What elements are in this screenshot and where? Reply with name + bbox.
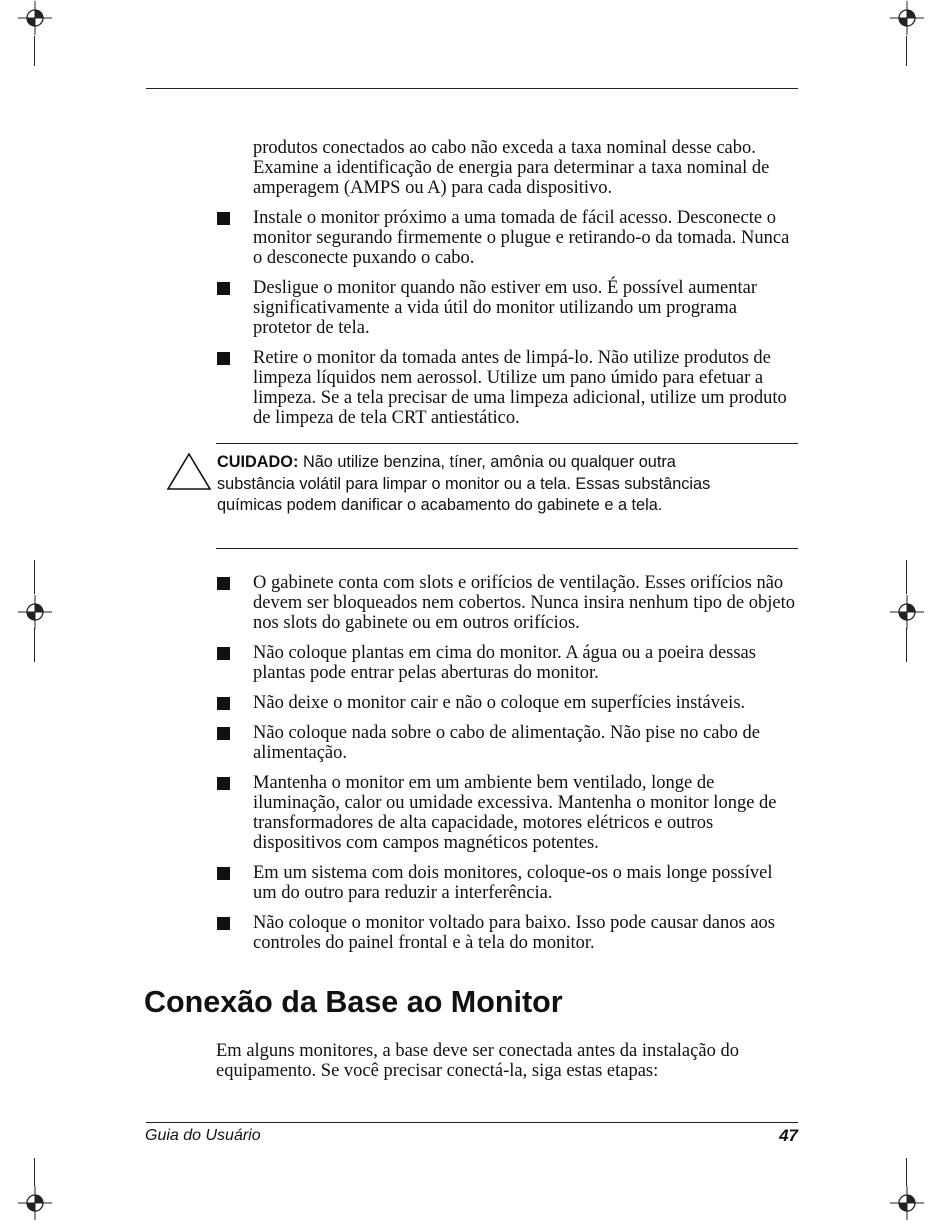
crop-mark bbox=[34, 560, 35, 594]
square-bullet-icon bbox=[217, 697, 230, 710]
list-item-text: Retire o monitor da tomada antes de limpá-lo. Não utilize produtos de limpeza líquidos nem aerossol. Utilize um pano úmido para efetuar a limpeza. Se a tela precisar de uma limpeza adicional, utilize um produto de limpeza de tela CRT antiestático. bbox=[253, 348, 787, 428]
page-number: 47 bbox=[779, 1126, 798, 1145]
section-heading: Conexão da Base ao Monitor bbox=[144, 985, 563, 1019]
section-body: Em alguns monitores, a base deve ser conectada antes da instalação do equipamento. Se você precisar conectá-la, siga estas etapas: bbox=[216, 1041, 739, 1081]
bullet-list-bottom bbox=[216, 563, 798, 953]
list-item bbox=[216, 643, 798, 683]
list-item bbox=[216, 348, 798, 428]
crop-mark bbox=[34, 628, 35, 662]
list-item bbox=[216, 863, 798, 903]
registration-mark-icon bbox=[890, 1, 924, 35]
square-bullet-icon bbox=[217, 282, 230, 295]
square-bullet-icon bbox=[217, 867, 230, 880]
caution-text bbox=[217, 452, 757, 517]
list-item-text: Não coloque nada sobre o cabo de alimentação. Não pise no cabo de alimentação. bbox=[253, 723, 761, 763]
footer-title: Guia do Usuário bbox=[145, 1127, 261, 1144]
list-item bbox=[216, 573, 798, 633]
crop-mark bbox=[34, 36, 35, 66]
list-item bbox=[216, 278, 798, 338]
bullet-list-top bbox=[216, 138, 798, 428]
header-rule bbox=[146, 88, 798, 89]
crop-mark bbox=[906, 36, 907, 66]
caution-label: CUIDADO: bbox=[217, 453, 299, 471]
square-bullet-icon bbox=[217, 777, 230, 790]
square-bullet-icon bbox=[217, 727, 230, 740]
crop-mark bbox=[906, 560, 907, 594]
list-item-text: Não coloque plantas em cima do monitor. A água ou a poeira dessas plantas pode entrar pelas aberturas do monitor. bbox=[253, 643, 756, 683]
continuation-paragraph: produtos conectados ao cabo não exceda a taxa nominal desse cabo. Examine a identificação de energia para determinar a taxa nominal de amperagem (AMPS ou A) para cada dispositivo. bbox=[253, 138, 770, 198]
crop-mark bbox=[906, 1158, 907, 1186]
list-item-text: Não coloque o monitor voltado para baixo. Isso pode causar danos aos controles do painel frontal e à tela do monitor. bbox=[253, 913, 775, 953]
square-bullet-icon bbox=[217, 577, 230, 590]
registration-mark-icon bbox=[890, 595, 924, 629]
list-item-text: Não deixe o monitor cair e não o coloque em superfícies instáveis. bbox=[253, 693, 746, 713]
registration-mark-icon bbox=[18, 1186, 52, 1220]
caution-triangle-icon bbox=[166, 452, 212, 492]
crop-mark bbox=[906, 628, 907, 662]
square-bullet-icon bbox=[217, 917, 230, 930]
registration-mark-icon bbox=[18, 595, 52, 629]
square-bullet-icon bbox=[217, 352, 230, 365]
list-item bbox=[216, 773, 798, 853]
list-item-text: O gabinete conta com slots e orifícios de ventilação. Esses orifícios não devem ser bloqueados nem cobertos. Nunca insira nenhum tipo de objeto nos slots do gabinete ou em outros orifícios. bbox=[253, 573, 796, 633]
caution-top-rule bbox=[216, 443, 798, 444]
list-item bbox=[216, 913, 798, 953]
list-item-text: Instale o monitor próximo a uma tomada de fácil acesso. Desconecte o monitor segurando firmemente o plugue e retirando-o da tomada. Nunca o desconecte puxando o cabo. bbox=[253, 208, 790, 268]
list-item bbox=[216, 208, 798, 268]
crop-mark bbox=[34, 1158, 35, 1186]
caution-bottom-rule bbox=[216, 548, 798, 549]
registration-mark-icon bbox=[18, 1, 52, 35]
caution-message: Não utilize benzina, tíner, amônia ou qualquer outra substância volátil para limpar o monitor ou a tela. Essas substâncias químicas podem danificar o acabamento do gabinete e a tela. bbox=[217, 453, 711, 514]
list-item bbox=[216, 693, 798, 713]
registration-mark-icon bbox=[890, 1186, 924, 1220]
square-bullet-icon bbox=[217, 212, 230, 225]
list-item-text: Desligue o monitor quando não estiver em uso. É possível aumentar significativamente a vida útil do monitor utilizando um programa protetor de tela. bbox=[253, 278, 758, 338]
list-item-text: Em um sistema com dois monitores, coloque-os o mais longe possível um do outro para reduzir a interferência. bbox=[253, 863, 773, 903]
footer-rule bbox=[146, 1122, 798, 1123]
list-item-text: Mantenha o monitor em um ambiente bem ventilado, longe de iluminação, calor ou umidade excessiva. Mantenha o monitor longe de transformadores de alta capacidade, motores elétricos e outros dispositivos com campos magnéticos potentes. bbox=[253, 773, 777, 853]
list-item bbox=[216, 723, 798, 763]
square-bullet-icon bbox=[217, 647, 230, 660]
